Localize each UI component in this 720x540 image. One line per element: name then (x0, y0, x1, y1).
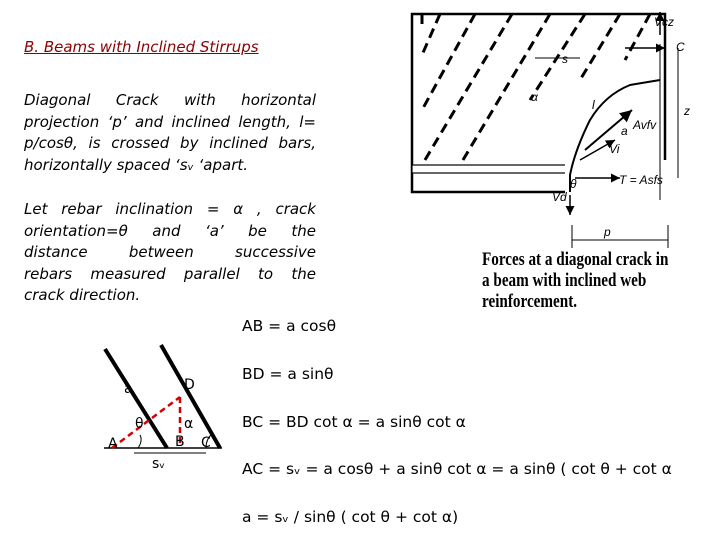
page-title: B. Beams with Inclined Stirrups (24, 38, 259, 56)
label-theta: θ (135, 416, 144, 432)
rebar-left (105, 349, 167, 448)
label-vd: Vd (552, 190, 567, 204)
label-b: B (175, 434, 185, 450)
para2-line: rebars measured parallel to the (24, 264, 316, 283)
figure-caption (482, 250, 671, 313)
label-c: C (201, 435, 211, 451)
crack-direction-dashed (112, 397, 180, 448)
paragraph-crack-description (24, 90, 316, 176)
equation-bd: BD = a sinθ (242, 365, 334, 383)
stirrup (422, 14, 440, 55)
label-a-point: A (108, 436, 118, 452)
label-vcz: Vcz (654, 15, 675, 29)
rebar-right (161, 345, 220, 448)
theta-arc (138, 435, 141, 448)
caption-line: a beam with inclined web (482, 271, 647, 291)
paragraph-definitions (24, 199, 316, 307)
label-s: s (562, 52, 568, 66)
stirrup (530, 14, 585, 100)
para1-line: horizontally spaced ‘sᵥ ‘apart. (24, 155, 249, 174)
caption-line: Forces at a diagonal crack in (482, 250, 669, 270)
caption-line: reinforcement. (482, 292, 578, 312)
equation-bc: BC = BD cot α = a sinθ cot α (242, 413, 466, 431)
label-c-force: C (676, 40, 685, 54)
label-alpha-fig: α (531, 90, 538, 104)
label-tension: T = Asfs (619, 173, 663, 187)
para2-line: crack direction. (24, 286, 141, 305)
para1-line: Diagonal Crack with horizontal (24, 91, 316, 109)
label-z: z (684, 104, 690, 118)
equation-ab: AB = a cosθ (242, 317, 337, 335)
label-a: a (124, 381, 133, 397)
para2-line: orientation=θ and ‘a’ be the (24, 221, 316, 240)
stirrup (422, 14, 512, 165)
label-l: l (592, 98, 595, 112)
para2-line: distance between successive (24, 243, 316, 262)
stirrup (580, 14, 620, 80)
label-a-fig: a (621, 124, 628, 138)
label-avfv: Avfv (633, 118, 657, 132)
equation-ac: AC = sᵥ = a cosθ + a sinθ cot α = a sinθ ( cot θ + cot α (242, 460, 672, 478)
label-sv: sᵥ (152, 456, 166, 472)
stirrup (625, 14, 650, 60)
label-d: D (184, 377, 195, 393)
para1-line: p/cosθ, is crossed by inclined bars, (24, 134, 316, 153)
crack-geometry-diagram (100, 335, 230, 475)
stirrup (422, 14, 475, 110)
label-vi: Vi (609, 142, 620, 156)
para1-line: projection ‘p’ and inclined length, l= (24, 112, 316, 131)
label-alpha: α (184, 416, 194, 432)
label-theta-fig: θ (570, 177, 577, 191)
para2-line: Let rebar inclination = α , crack (24, 200, 316, 218)
beam-forces-figure (410, 0, 720, 250)
label-p: p (604, 225, 611, 239)
equation-a: a = sᵥ / sinθ ( cot θ + cot α) (242, 508, 459, 526)
